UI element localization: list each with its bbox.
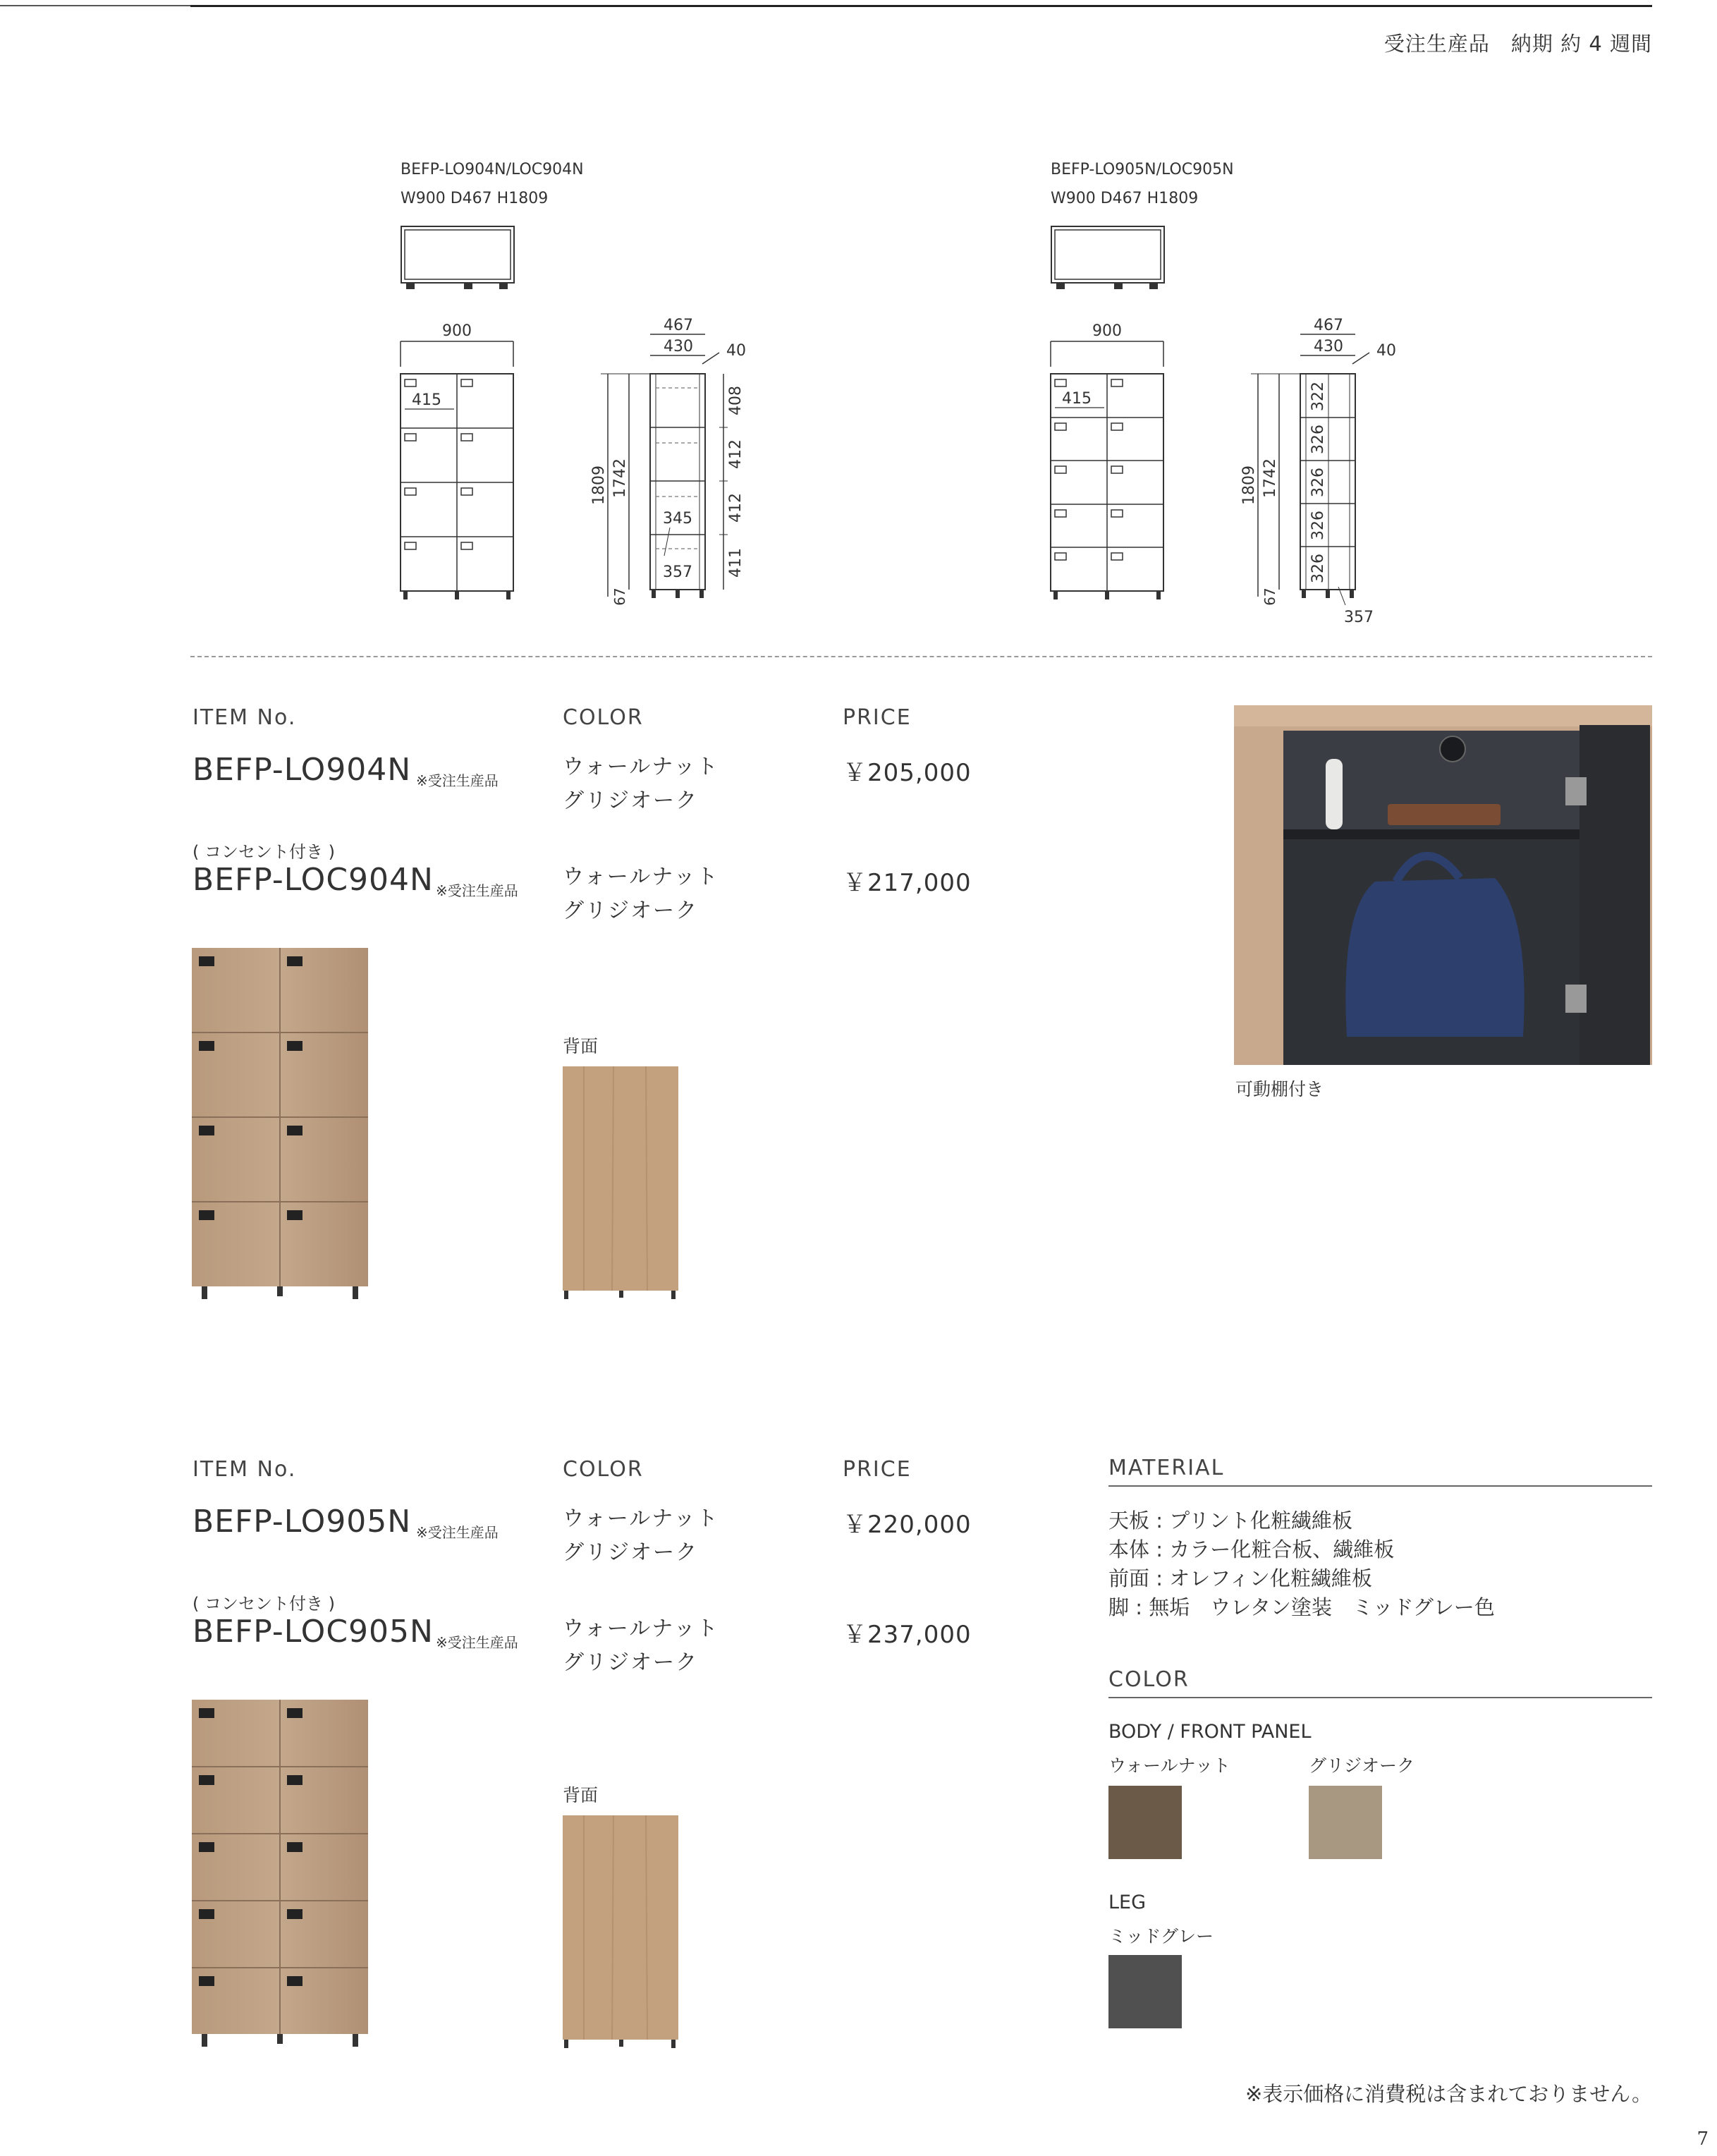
s1-item2-color-2: グリジオーク — [563, 899, 698, 923]
drawing1-inner-b-label: 357 — [663, 564, 692, 581]
s2-color-label: COLOR — [563, 1457, 644, 1482]
s2-item1-colors — [563, 1502, 719, 1570]
drawing1-title — [401, 155, 584, 213]
material-rule — [1108, 1485, 1652, 1487]
drawing1-compartment-1: 408 — [727, 386, 745, 415]
drawing2-compartment-5: 326 — [1309, 554, 1327, 583]
drawing1-height-label: 1809 — [590, 465, 608, 505]
s1-item1-code: BEFP-LO904N — [193, 752, 412, 788]
s1-product-back-image — [563, 1066, 681, 1299]
s1-item2-price: ￥217,000 — [843, 869, 972, 897]
s1-item1-color-1: ウォールナット — [563, 755, 719, 779]
s2-item1-price: ￥220,000 — [843, 1511, 972, 1539]
s2-item2-color-1: ウォールナット — [563, 1616, 719, 1641]
drawing2-back-label: 40 — [1376, 342, 1396, 360]
drawing1-depth-label: 467 — [664, 317, 693, 334]
interior-photo — [1234, 705, 1652, 1065]
tax-footnote: ※表示価格に消費税は含まれておりません。 — [1245, 2082, 1652, 2106]
material-list — [1108, 1506, 1495, 1622]
s2-item2-price: ￥237,000 — [843, 1621, 972, 1649]
s1-item1-colors — [563, 750, 719, 818]
s1-item2-outlet: ( コンセント付き ) — [193, 842, 335, 862]
drawing2-compartment-3: 326 — [1309, 468, 1327, 497]
s1-item1-note: ※受注生産品 — [416, 772, 499, 789]
drawing1-plan-view — [401, 226, 515, 291]
color-spec-title: COLOR — [1108, 1667, 1190, 1692]
drawing1-leg-label: 67 — [611, 587, 628, 606]
s2-item2-note: ※受注生産品 — [436, 1634, 518, 1651]
s1-item2-code: BEFP-LOC904N — [193, 862, 434, 898]
drawing2-title — [1051, 155, 1234, 213]
s1-color-label: COLOR — [563, 705, 644, 730]
drawing1-back-label: 40 — [726, 342, 746, 360]
drawing1-inner-a-label: 345 — [663, 510, 692, 528]
leg-title: LEG — [1108, 1892, 1147, 1913]
s1-item2-color-1: ウォールナット — [563, 865, 719, 889]
s1-product-front-image — [192, 948, 371, 1305]
body-panel-title: BODY / FRONT PANEL — [1108, 1721, 1312, 1743]
material-title: MATERIAL — [1108, 1456, 1225, 1480]
top-rule-bold — [190, 5, 1652, 7]
drawing2-height-label: 1809 — [1240, 465, 1258, 505]
s2-item1-code: BEFP-LO905N — [193, 1504, 412, 1540]
s2-back-label: 背面 — [563, 1785, 599, 1805]
drawing2-front-view — [1045, 322, 1172, 608]
s2-item-label: ITEM No. — [193, 1457, 297, 1482]
drawing1-body-height-label: 1742 — [611, 458, 629, 498]
s2-item1-color-2: グリジオーク — [563, 1540, 698, 1565]
drawing2-model: BEFP-LO905N/LOC905N — [1051, 161, 1234, 178]
drawing1-door-width-label: 415 — [412, 391, 441, 409]
color-spec-rule — [1108, 1697, 1652, 1698]
s2-item2-code: BEFP-LOC905N — [193, 1614, 434, 1650]
material-line-4: 脚 : 無垢 ウレタン塗装 ミッドグレー色 — [1108, 1595, 1495, 1619]
drawing1-compartment-2: 412 — [727, 439, 745, 469]
s2-item1-note: ※受注生産品 — [416, 1524, 499, 1541]
s1-item2-note: ※受注生産品 — [436, 882, 518, 899]
swatch-walnut — [1108, 1786, 1182, 1859]
swatch-walnut-label: ウォールナット — [1108, 1755, 1231, 1776]
s1-item1-price: ￥205,000 — [843, 759, 972, 787]
swatch-midgray-label: ミッドグレー — [1108, 1926, 1214, 1947]
swatch-grigio-label: グリジオーク — [1309, 1755, 1415, 1776]
s2-item2-colors — [563, 1612, 719, 1680]
drawing1-size: W900 D467 H1809 — [401, 190, 549, 207]
drawing1-side-view — [585, 316, 769, 605]
drawing2-inner-b-label: 357 — [1344, 609, 1374, 626]
material-line-2: 本体 : カラー化粧合板、繊維板 — [1108, 1537, 1395, 1561]
drawing2-width-label: 900 — [1092, 322, 1122, 340]
s2-item2-outlet: ( コンセント付き ) — [193, 1594, 335, 1614]
page-number: 7 — [1697, 2128, 1709, 2150]
s2-item1-color-1: ウォールナット — [563, 1506, 719, 1531]
drawing1-compartment-3: 412 — [727, 493, 745, 523]
s2-price-label: PRICE — [843, 1457, 912, 1482]
drawing2-leg-label: 67 — [1261, 587, 1278, 606]
drawing1-model: BEFP-LO904N/LOC904N — [401, 161, 584, 178]
drawing1-compartment-4: 411 — [727, 548, 745, 578]
s2-product-front-image — [192, 1700, 371, 2052]
drawing2-inner-depth-label: 430 — [1314, 338, 1343, 355]
drawing2-compartment-1: 322 — [1309, 382, 1327, 411]
s1-price-label: PRICE — [843, 705, 912, 730]
drawing2-side-view — [1235, 316, 1419, 626]
material-line-1: 天板 : プリント化粧繊維板 — [1108, 1509, 1353, 1533]
drawing2-compartment-4: 326 — [1309, 511, 1327, 540]
s2-product-back-image — [563, 1815, 681, 2048]
swatch-grigio — [1309, 1786, 1382, 1859]
drawing1-inner-depth-label: 430 — [664, 338, 693, 355]
drawing2-depth-label: 467 — [1314, 317, 1343, 334]
drawing2-body-height-label: 1742 — [1261, 458, 1279, 498]
s1-item1-color-2: グリジオーク — [563, 788, 698, 813]
drawing1-width-label: 900 — [442, 322, 472, 340]
drawing2-plan-view — [1051, 226, 1165, 291]
s1-item2-colors — [563, 860, 719, 928]
material-line-3: 前面 : オレフィン化粧繊維板 — [1108, 1566, 1372, 1590]
drawing2-size: W900 D467 H1809 — [1051, 190, 1199, 207]
lead-time-note: 受注生産品 納期 約 4 週間 — [1383, 32, 1652, 56]
movable-shelf-caption: 可動棚付き — [1235, 1079, 1324, 1100]
s1-back-label: 背面 — [563, 1036, 599, 1056]
s1-item-label: ITEM No. — [193, 705, 297, 730]
s2-item2-color-2: グリジオーク — [563, 1650, 698, 1675]
drawing1-front-view — [395, 322, 522, 608]
swatch-midgray — [1108, 1955, 1182, 2028]
drawing2-door-width-label: 415 — [1062, 390, 1092, 408]
section-divider — [190, 656, 1652, 657]
drawing2-compartment-2: 326 — [1309, 425, 1327, 454]
